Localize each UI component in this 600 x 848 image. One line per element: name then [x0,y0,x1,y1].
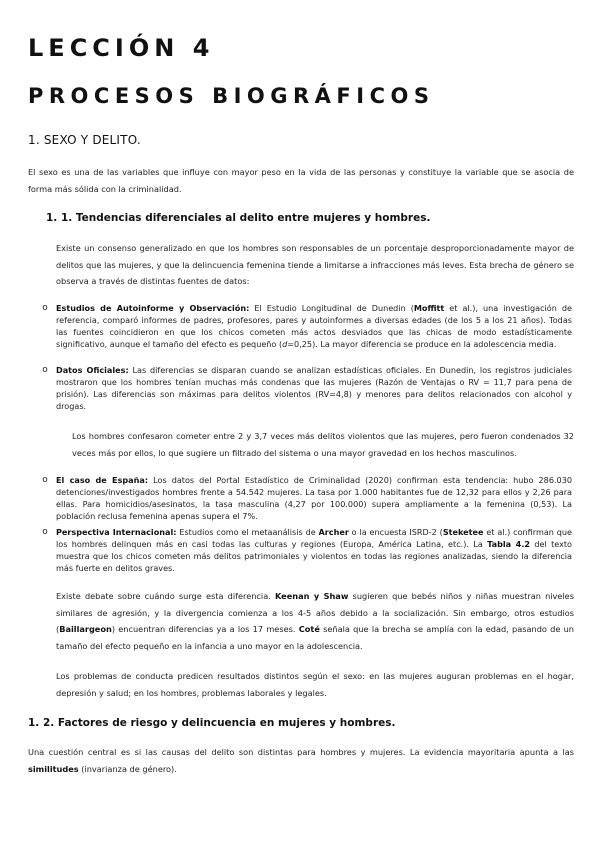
bullet-circle-icon: o [42,475,48,485]
lesson-subtitle: PROCESOS BIOGRÁFICOS [28,84,435,108]
lesson-title: LECCIÓN 4 [28,34,215,62]
paragraph-consenso: Existe un consenso generalizado en que los hombres son responsables de un porcentaje desproporcionadamente mayor de delitos que las mujeres, y que la delincuencia femenina tiende a limitarse a infracciones más leves. Esta brecha de género se observa a través de distintas fuentes de datos: [56,243,574,286]
paragraph-problemas-conducta: Los problemas de conducta predicen resultados distintos según el sexo: en las mujeres auguran problemas en el hogar, depresión y salud; en los hombres, problemas laborales y legales. [56,671,574,698]
bullet-circle-icon: o [42,527,48,537]
list-item [42,474,572,522]
bullet-text: Datos Oficiales: Las diferencias se disparan cuando se analizan estadísticas oficiales. En Dunedin, los registros judiciales mostraron que los hombres tenían muchas más condenas que las mujeres (Razón de Ventajas o RV = 11,7 para pena de prisión). Las diferencias son máximas para delitos violentos (RV=4,8) y menores para delitos relacionados con alcohol y drogas. [56,365,572,411]
list-item [42,364,572,412]
paragraph-confesaron: Los hombres confesaron cometer entre 2 y 3,7 veces más delitos violentos que las mujeres, pero fueron condenados 32 veces más por ellos, lo que sugiere un filtrado del sistema o una mayor gravedad en los hechos masculinos. [72,431,574,458]
list-item [42,526,573,574]
bullet-text: El caso de España: Los datos del Portal Estadístico de Criminalidad (2020) confirman esta tendencia: hubo 286.030 detenciones/investigados hombres frente a 54.542 mujeres. La tasa por 1.000 habitantes fue de 12,32 para ellos y 2,26 para ellas. Para homicidios/asesinatos, la tasa masculina (4,27 por 100.000) supera ampliamente a la femenina (0,53). La población reclusa femenina apenas supera el 7%. [56,475,572,521]
bullet-text: Estudios de Autoinforme y Observación: El Estudio Longitudinal de Dunedin (Moffitt et al.), una investigación de referencia, comparó informes de padres, profesores, pares y autoinformes a diversas edades (de los 5 a los 21 años). Todas las fuentes coincidieron en que los chicos cometen más actos desviados que las chicas de modo estadísticamente significativo, aunque el tamaño del efecto es pequeño (d=0,25). La mayor diferencia se produce en la adolescencia media. [56,303,572,349]
bullet-text: Perspectiva Internacional: Estudios como el metaanálisis de Archer o la encuesta ISRD-2 (Steketee et al.) confirman que los hombres delinquen más en casi todas las culturas y regiones (Europa, América Latina, etc.). La Tabla 4.2 del texto muestra que los chicos cometen más delitos patrimoniales y violentos en todas las regiones analizadas, siendo la diferencia más fuerte en delitos graves. [56,527,573,573]
paragraph-cuestion-central: Una cuestión central es si las causas del delito son distintas para hombres y mujeres. La evidencia mayoritaria apunta a las similitudes (invarianza de género). [28,747,574,774]
section-heading-sexo-delito: 1. SEXO Y DELITO. [28,133,141,147]
bullet-circle-icon: o [42,303,48,313]
subsection-heading-1-1: 1. 1. Tendencias diferenciales al delito entre mujeres y hombres. [46,212,431,224]
bullet-circle-icon: o [42,365,48,375]
subsection-heading-1-2: 1. 2. Factores de riesgo y delincuencia en mujeres y hombres. [28,717,396,729]
list-item [42,302,572,350]
section-intro-paragraph: El sexo es una de las variables que influye con mayor peso en la vida de las personas y constituye la variable que se asocia de forma más sólida con la criminalidad. [28,167,574,194]
paragraph-debate: Existe debate sobre cuándo surge esta diferencia. Keenan y Shaw sugieren que bebés niños y niñas muestran niveles similares de agresión, y la divergencia comienza a los 4-5 años debido a la socialización. Sin embargo, otros estudios (Baillargeon) encuentran diferencias ya a los 17 meses. Coté señala que la brecha se amplía con la edad, pasando de un tamaño del efecto pequeño en la infancia a uno mayor en la adolescencia. [56,591,574,651]
